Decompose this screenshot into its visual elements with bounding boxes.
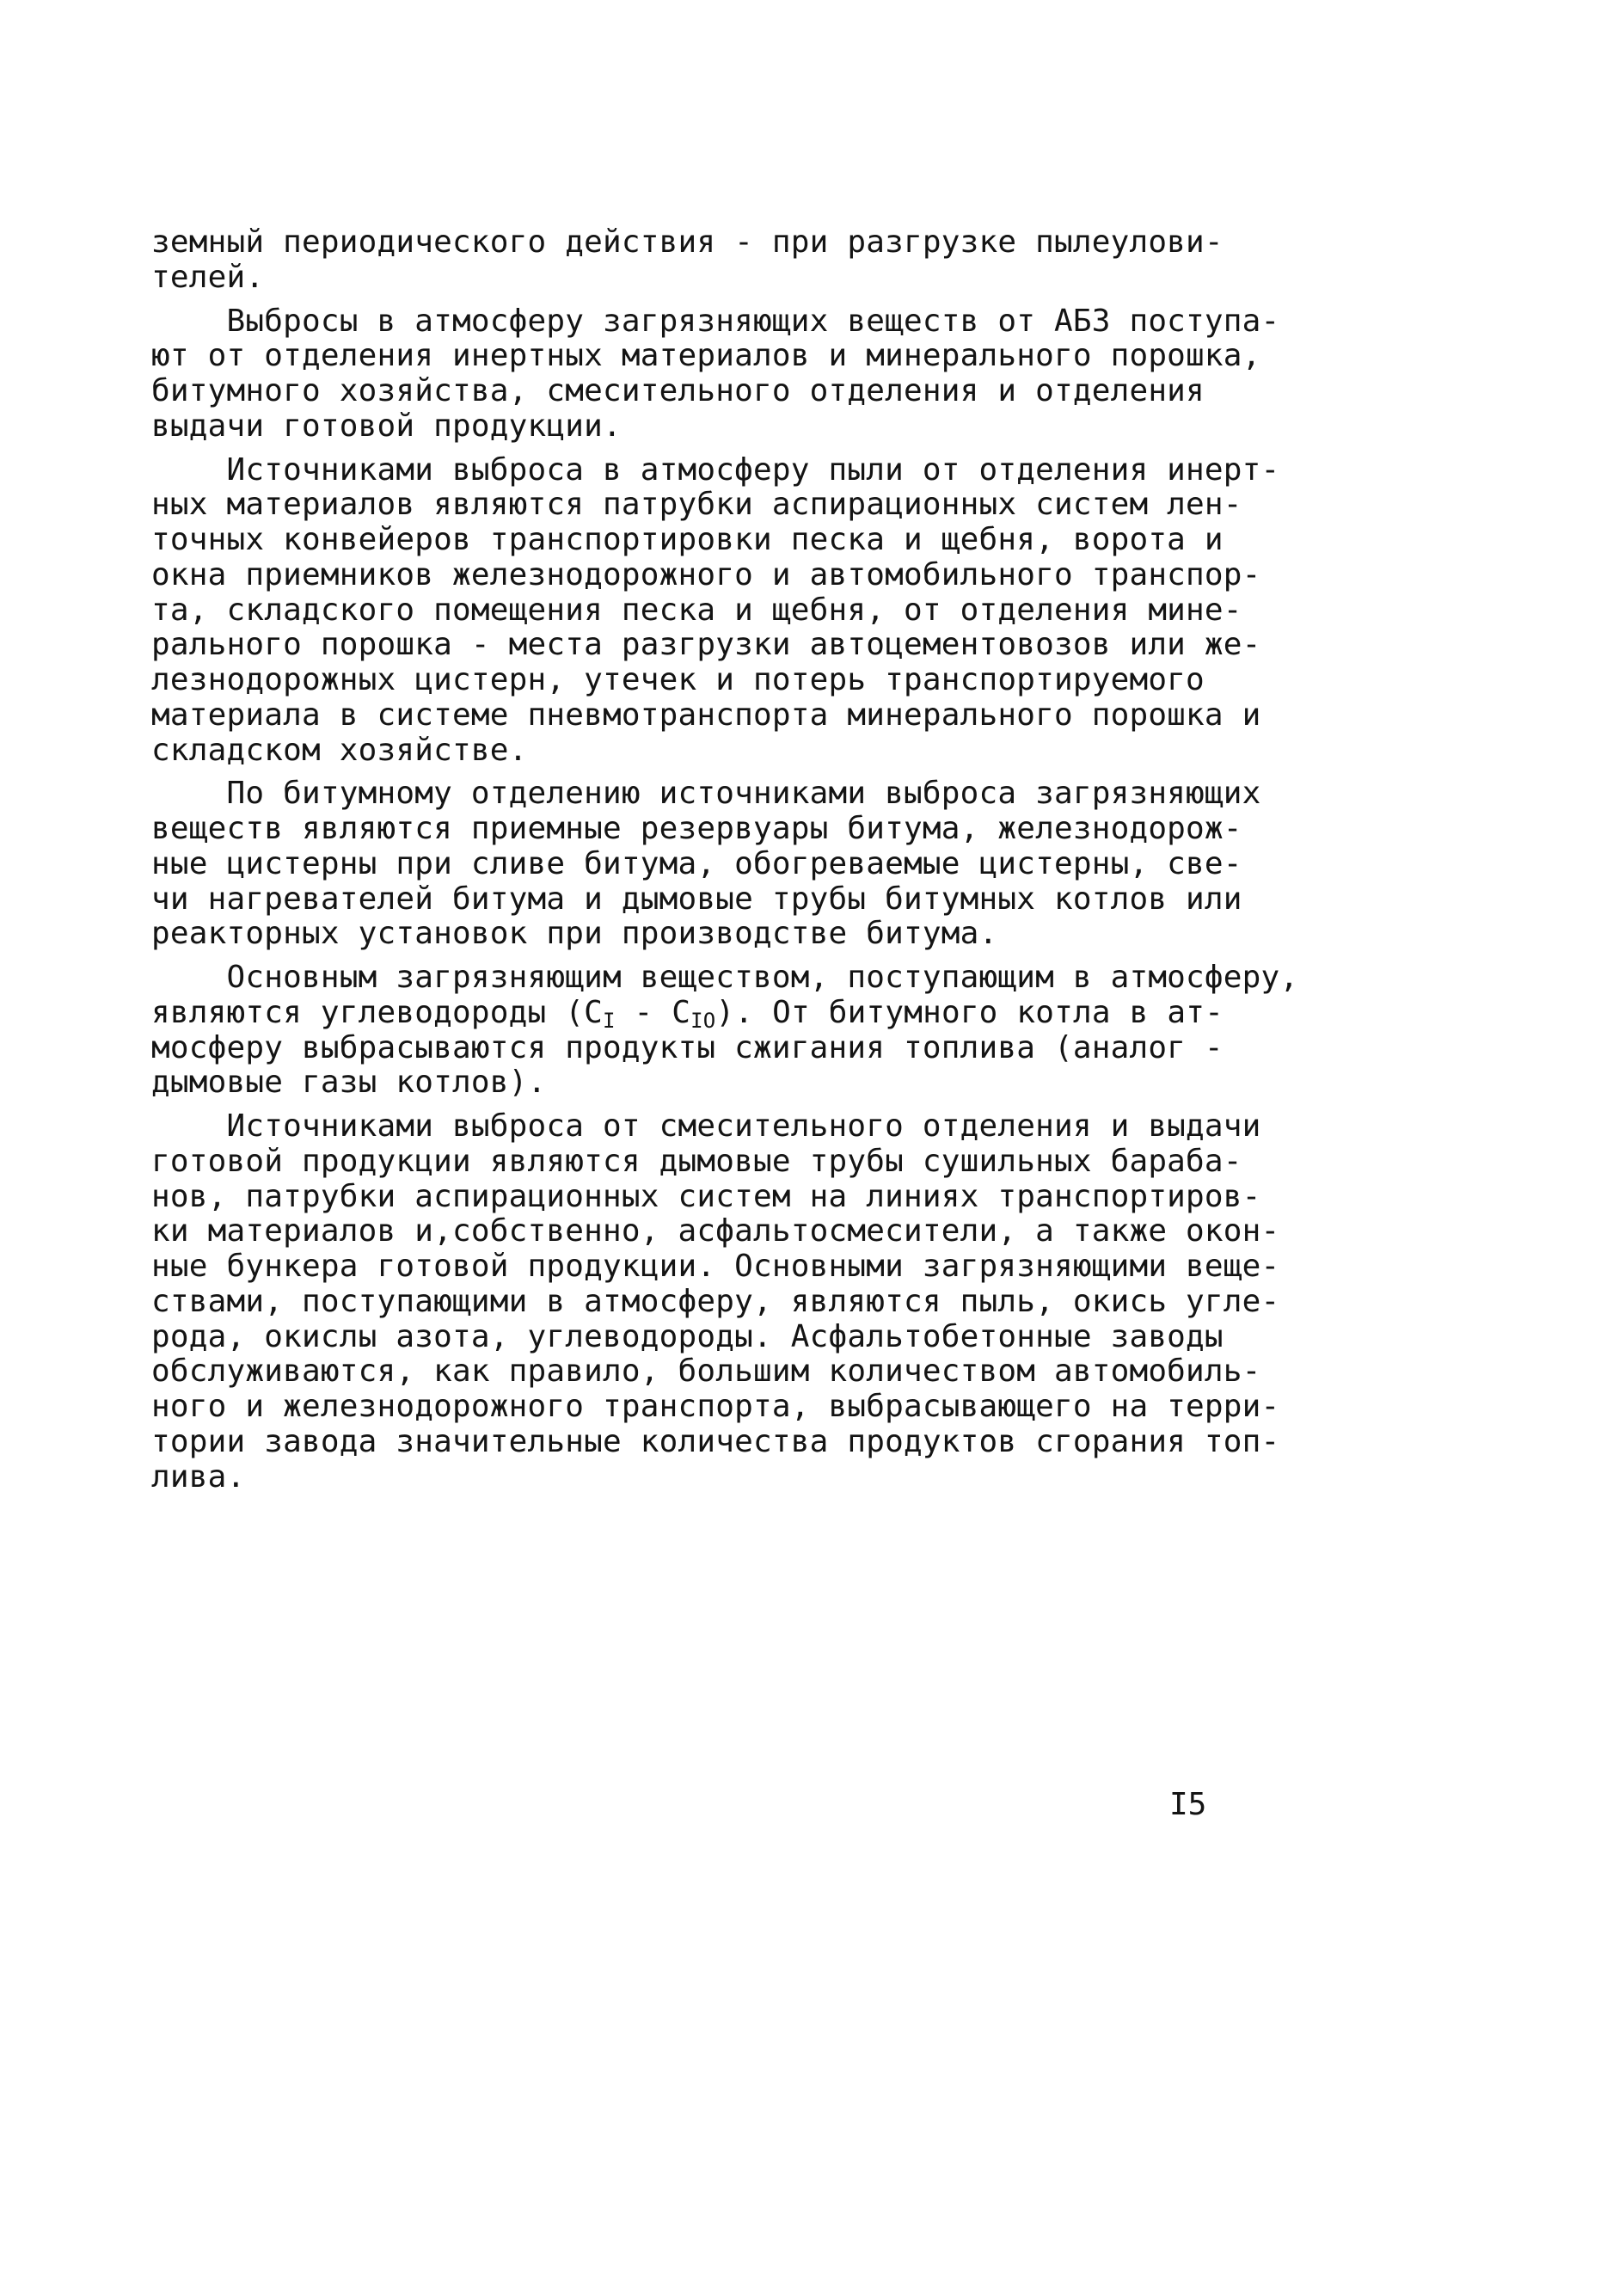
text-line: реакторных установок при производстве битума. (151, 916, 998, 952)
text-line: готовой продукции являются дымовые трубы сушильных бараба- (151, 1143, 1242, 1179)
text-line: окна приемников железнодорожного и автомобильного транспор- (151, 556, 1261, 592)
paragraph (151, 225, 1243, 296)
text-line: битумного хозяйства, смесительного отделения и отделения (151, 373, 1205, 408)
text-line: По битумному отделению источниками выброса загрязняющих (151, 776, 1261, 812)
text-line: являются углеводороды $(C_I - C_{IO})$. От битумного котла в ат- (151, 994, 1224, 1033)
text-line: выдачи готовой продукции. (151, 408, 622, 444)
text-line: Источниками выброса в атмосферу пыли от отделения инерт- (151, 451, 1280, 488)
paragraph (151, 776, 1261, 952)
text-line: телей. (151, 259, 265, 295)
text-line: нов, патрубки аспирационных систем на линиях транспортиров- (151, 1178, 1261, 1214)
body-text (151, 224, 1299, 1495)
text-line: точных конвейеров транспортировки песка и щебня, ворота и (151, 522, 1224, 557)
text-line: земный периодического действия - при разгрузке пылеулови- (151, 224, 1224, 260)
paragraph-gap (151, 296, 1243, 304)
page-number: I5 (1169, 1787, 1207, 1822)
text-line: та, складского помещения песка и щебня, от отделения мине- (151, 592, 1242, 628)
paragraph (151, 960, 1299, 1101)
paragraph (151, 1108, 1280, 1495)
text-line: мосферу выбрасываются продукты сжигания топлива (аналог - (151, 1029, 1224, 1065)
text-line: чи нагревателей битума и дымовые трубы битумных котлов или (151, 881, 1242, 917)
text-line: материала в системе пневмотранспорта минерального порошка и (151, 697, 1261, 733)
paragraph (151, 451, 1280, 769)
text-line: ных материалов являются патрубки аспирационных систем лен- (151, 487, 1242, 523)
text-line: дымовые газы котлов). (151, 1065, 547, 1101)
paragraph (151, 303, 1280, 445)
text-line: обслуживаются, как правило, большим количеством автомобиль- (151, 1354, 1261, 1390)
text-line: ют от отделения инертных материалов и минерального порошка, (151, 338, 1261, 374)
text-line: ные бункера готовой продукции. Основными загрязняющими веще- (151, 1249, 1280, 1284)
text-line: Источниками выброса от смесительного отделения и выдачи (151, 1108, 1261, 1144)
text-line: ного и железнодорожного транспорта, выбрасывающего на терри- (151, 1389, 1280, 1424)
text-line: лива. (151, 1458, 246, 1495)
text-line: лезнодорожных цистерн, утечек и потерь транспортируемого (151, 662, 1205, 697)
text-line: рального порошка - места разгрузки автоцементовозов или же- (151, 627, 1261, 663)
text-line: тории завода значительные количества продуктов сгорания топ- (151, 1423, 1280, 1459)
text-line: Выбросы в атмосферу загрязняющих веществ от АБЗ поступа- (151, 303, 1280, 339)
text-line: ствами, поступающими в атмосферу, являются пыль, окись угле- (151, 1283, 1280, 1319)
text-line: веществ являются приемные резервуары битума, железнодорож- (151, 811, 1242, 846)
text-line: рода, окислы азота, углеводороды. Асфальтобетонные заводы (151, 1318, 1224, 1354)
text-line: складском хозяйстве. (151, 732, 528, 768)
text-line: Основным загрязняющим веществом, поступающим в атмосферу, (151, 960, 1299, 995)
text-line: ные цистерны при сливе битума, обогреваемые цистерны, све- (151, 845, 1242, 881)
text-line: ки материалов и,собственно, асфальтосмесители, а также окон- (151, 1213, 1280, 1249)
paragraph-gap (151, 445, 1243, 453)
